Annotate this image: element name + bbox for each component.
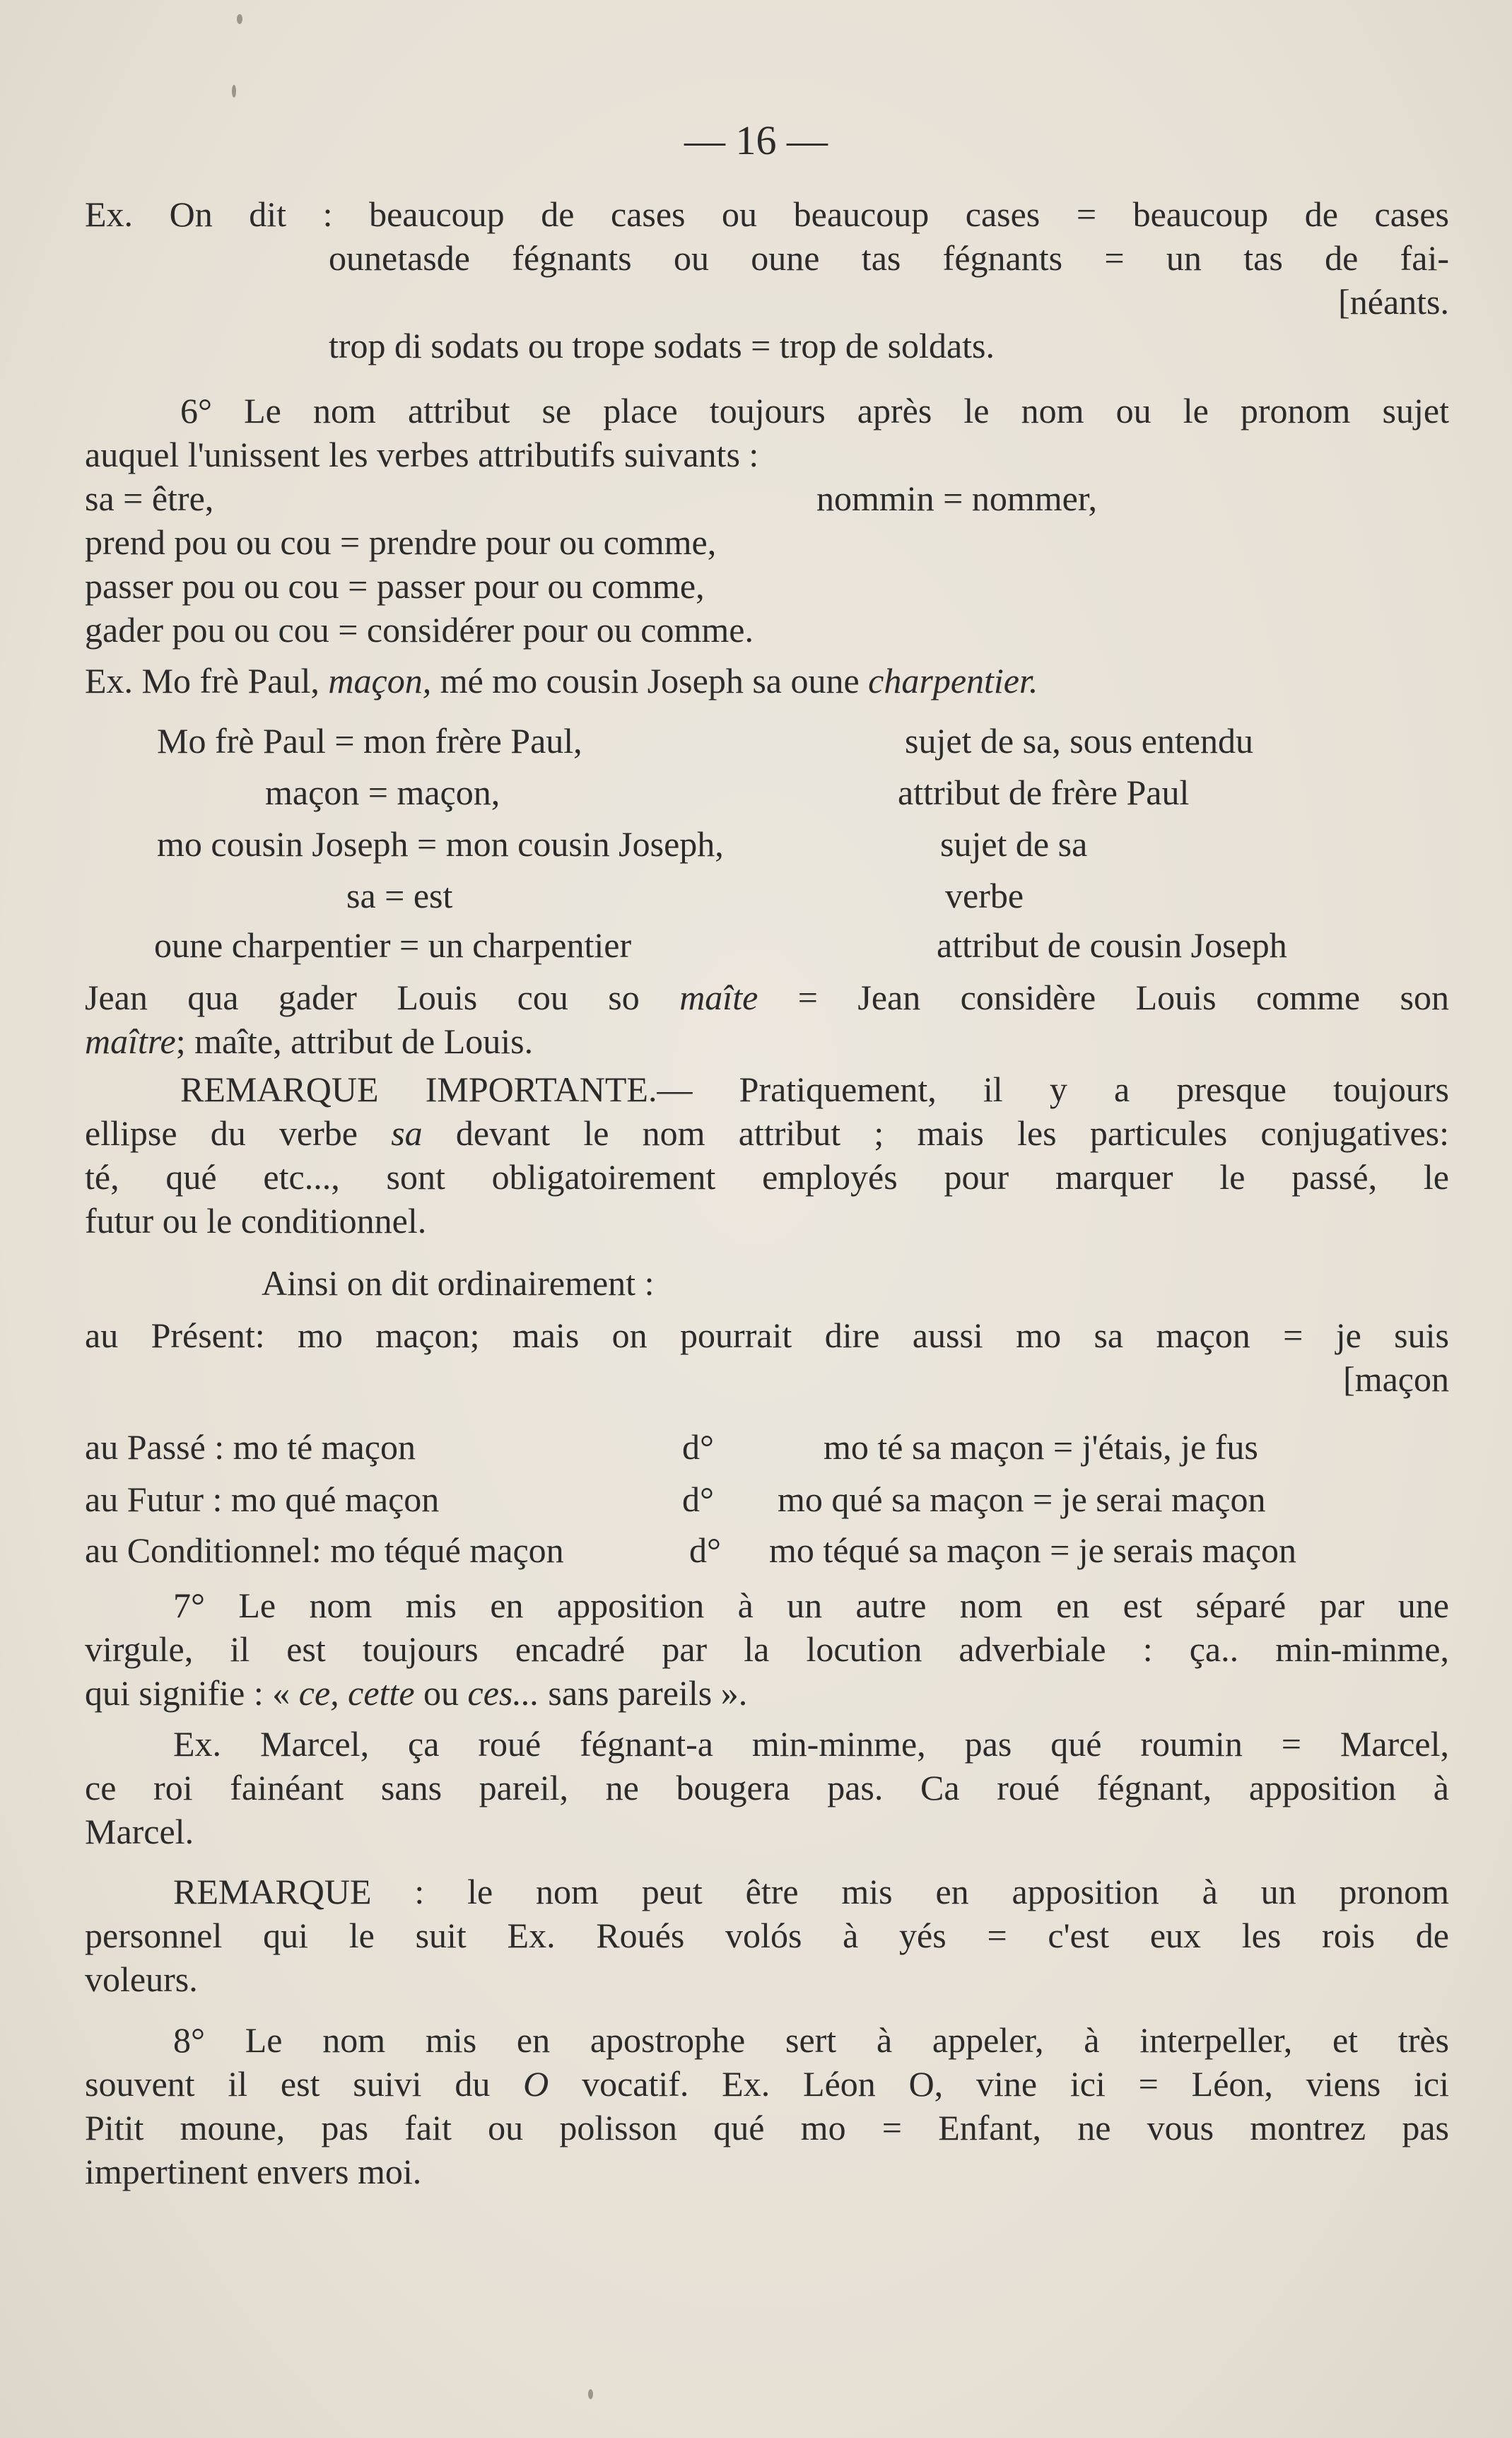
example-line	[85, 975, 1449, 1019]
verb-item: sa = être,	[85, 479, 214, 518]
tense-label: au Passé : mo té maçon	[85, 1427, 416, 1467]
paragraph-line: 8° Le nom mis en apostrophe sert à appeler, à interpeller, et très	[173, 2020, 1449, 2060]
example-italic: maçon,	[328, 661, 432, 701]
page-number: — 16 —	[684, 117, 828, 163]
remark-italic: sa	[391, 1113, 423, 1153]
remark-line: personnel qui le suit Ex. Roués volós à yés = c'est eux les rois de	[85, 1916, 1449, 1955]
paragraph-text: souvent il est suivi du	[85, 2064, 491, 2104]
paragraph-text: sans pareils ».	[548, 1673, 748, 1713]
verb-item: gader pou ou cou = considérer pour ou comme.	[85, 610, 754, 650]
example-italic: maître	[85, 1021, 176, 1061]
paragraph-text: vocatif. Ex. Léon O, vine ici = Léon, viens ici	[582, 2064, 1450, 2104]
paragraph-line: auquel l'unissent les verbes attributifs suivants :	[85, 435, 759, 474]
example-line	[85, 1019, 1449, 1063]
example-line: [néants.	[1338, 282, 1449, 322]
remark-line: REMARQUE : le nom peut être mis en apposition à un pronom	[173, 1872, 1449, 1911]
remark-line: té, qué etc..., sont obligatoirement employés pour marquer le passé, le	[85, 1157, 1449, 1197]
verb-item: prend pou ou cou = prendre pour ou comme,	[85, 522, 717, 562]
example-italic: charpentier.	[868, 661, 1038, 701]
verb-item: nommin = nommer,	[816, 479, 1097, 518]
ink-speck	[588, 2389, 593, 2399]
tense-line: [maçon	[1343, 1359, 1449, 1399]
analysis-role: attribut de cousin Joseph	[937, 925, 1287, 965]
paragraph-line: Ainsi on dit ordinairement :	[262, 1263, 655, 1303]
verb-item: passer pou ou cou = passer pour ou comme,	[85, 566, 705, 606]
paragraph-text: qui signifie : «	[85, 1673, 291, 1713]
analysis-role: verbe	[945, 876, 1024, 915]
tense-alt: mo téqué sa maçon = je serais maçon	[769, 1530, 1296, 1570]
analysis-role: attribut de frère Paul	[898, 773, 1190, 812]
ink-speck	[232, 85, 236, 98]
ditto-mark: d°	[689, 1530, 721, 1570]
remark-line	[85, 1111, 1449, 1155]
paragraph-line: 7° Le nom mis en apposition à un autre nom en est séparé par une	[173, 1586, 1449, 1625]
paragraph-line	[85, 1671, 1449, 1715]
tense-line: au Présent: mo maçon; mais on pourrait dire aussi mo sa maçon = je suis	[85, 1315, 1449, 1355]
paragraph-italic: ce, cette	[298, 1673, 415, 1713]
example-line	[85, 659, 1449, 703]
tense-label: au Futur : mo qué maçon	[85, 1479, 440, 1519]
example-text: = Jean considère Louis comme son	[797, 978, 1450, 1017]
remark-line: futur ou le conditionnel.	[85, 1201, 427, 1241]
example-line: Ex. Marcel, ça roué fégnant-a min-minme, pas qué roumin = Marcel,	[173, 1724, 1449, 1764]
paragraph-line: Pitit moune, pas fait ou polisson qué mo = Enfant, ne vous montrez pas	[85, 2108, 1449, 2147]
remark-text: devant le nom attribut ; mais les particules conjugatives:	[455, 1113, 1450, 1153]
example-line: Marcel.	[85, 1812, 194, 1851]
paragraph-line: impertinent envers moi.	[85, 2152, 422, 2191]
paragraph-line	[85, 2062, 1449, 2106]
paragraph-italic: O	[523, 2064, 549, 2104]
analysis-term: maçon = maçon,	[265, 773, 500, 812]
paragraph-text: ou	[423, 1673, 459, 1713]
remark-line: voleurs.	[85, 1959, 198, 1999]
tense-alt: mo qué sa maçon = je serai maçon	[778, 1479, 1266, 1519]
analysis-role: sujet de sa	[940, 824, 1088, 864]
example-line: ounetasde fégnants ou oune tas fégnants = un tas de fai-	[329, 238, 1449, 278]
analysis-term: mo cousin Joseph = mon cousin Joseph,	[157, 824, 724, 864]
remark-line: REMARQUE IMPORTANTE.— Pratiquement, il y a presque toujours	[180, 1069, 1449, 1109]
ditto-mark: d°	[682, 1479, 714, 1519]
analysis-term: oune charpentier = un charpentier	[154, 925, 632, 965]
tense-alt: mo té sa maçon = j'étais, je fus	[824, 1427, 1258, 1467]
ink-speck	[237, 14, 242, 24]
example-line: ce roi fainéant sans pareil, ne bougera pas. Ca roué fégnant, apposition à	[85, 1768, 1449, 1807]
example-line: trop di sodats ou trope sodats = trop de soldats.	[329, 326, 995, 365]
example-italic: maîte	[679, 978, 758, 1017]
example-text: ; maîte, attribut de Louis.	[175, 1021, 534, 1061]
paragraph-line: 6° Le nom attribut se place toujours après le nom ou le pronom sujet	[180, 391, 1449, 430]
analysis-role: sujet de sa, sous entendu	[905, 721, 1253, 761]
ditto-mark: d°	[682, 1427, 714, 1467]
paragraph-italic: ces...	[467, 1673, 539, 1713]
example-text: Ex. Mo frè Paul,	[85, 661, 320, 701]
example-text: Jean qua gader Louis cou so	[85, 978, 640, 1017]
tense-label: au Conditionnel: mo téqué maçon	[85, 1530, 564, 1570]
example-line: Ex. On dit : beaucoup de cases ou beaucoup cases = beaucoup de cases	[85, 194, 1449, 234]
analysis-term: Mo frè Paul = mon frère Paul,	[157, 721, 582, 761]
remark-text: ellipse du verbe	[85, 1113, 358, 1153]
analysis-term: sa = est	[346, 876, 453, 915]
example-text: mé mo cousin Joseph sa oune	[440, 661, 860, 701]
paragraph-line: virgule, il est toujours encadré par la locution adverbiale : ça.. min-minme,	[85, 1629, 1449, 1669]
